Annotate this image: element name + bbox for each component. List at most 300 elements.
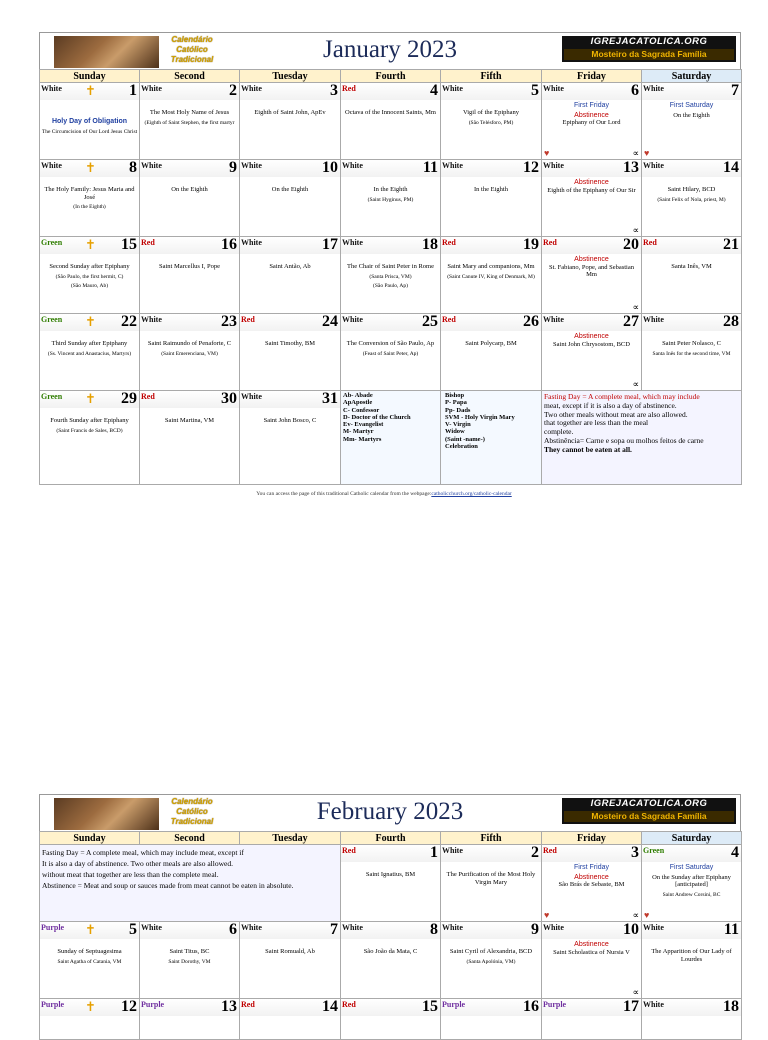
feast-name: St. Fabiano, Pope, and Sebastian Mm: [548, 263, 635, 278]
commemoration: (São Paulo, Ap): [373, 283, 408, 289]
day-cell-body: [140, 100, 239, 126]
abstinence-label: Abstinence: [574, 941, 609, 948]
day-cell-header: [642, 237, 741, 254]
liturgical-color: Red: [442, 315, 456, 324]
liturgical-color: White: [241, 238, 262, 247]
day-cell[interactable]: [240, 922, 341, 999]
feast-name: The Chair of Saint Peter in Rome: [346, 263, 434, 270]
feast-name: Sunday of Septuagesima: [57, 948, 122, 955]
day-number: 9: [531, 921, 539, 938]
day-cell[interactable]: [642, 160, 742, 237]
fasting-line: meat, except if it is also a day of abstinence.: [544, 400, 677, 410]
day-cell-header: [40, 237, 139, 254]
feast-name: Fourth Sunday after Epiphany: [50, 417, 129, 424]
day-cell[interactable]: [140, 83, 240, 160]
day-number: 19: [523, 236, 539, 253]
day-cell-header: [542, 999, 641, 1016]
day-cell-body: [40, 939, 139, 965]
day-cell-header: [240, 922, 340, 939]
day-number: 4: [430, 82, 438, 99]
abstinence-label: Abstinence: [574, 256, 609, 263]
calendar-header: [39, 32, 741, 69]
cross-icon: ✝: [85, 83, 96, 98]
day-cell[interactable]: [341, 922, 441, 999]
day-cell[interactable]: [240, 391, 341, 485]
day-cell-body: [642, 1016, 741, 1018]
liturgical-color: White: [141, 84, 162, 93]
day-number: 26: [523, 313, 539, 330]
week-row: [40, 999, 742, 1040]
day-number: 2: [229, 82, 237, 99]
weekday-header: Sunday: [40, 70, 140, 83]
day-cell[interactable]: [240, 83, 341, 160]
holy-day-label: Holy Day of Obligation: [51, 118, 128, 125]
day-cell-body: [441, 254, 541, 280]
feast-name: The Apparition of Our Lady of Lourdes: [651, 948, 732, 963]
week-row: [40, 160, 742, 237]
liturgical-color: Red: [342, 1000, 356, 1009]
day-cell-body: [642, 331, 741, 357]
legend-list: [341, 391, 440, 444]
day-number: 18: [723, 998, 739, 1015]
day-cell[interactable]: [441, 999, 542, 1040]
weekday-header: Second: [140, 832, 240, 845]
feast-name: Saint Mary and companions, Mm: [447, 263, 535, 270]
day-cell-header: [341, 999, 440, 1016]
commemoration: (Feast of Saint Peter, Ap): [362, 350, 419, 357]
liturgical-color: White: [342, 923, 363, 932]
day-cell-body: [341, 331, 440, 357]
liturgical-color: Green: [41, 238, 63, 247]
day-number: 9: [229, 159, 237, 176]
feast-name: In the Eighth: [373, 186, 408, 193]
legend-item: Widow: [445, 428, 465, 436]
commemoration: The Circumcision of Our Lord Jesus Christ: [41, 128, 138, 135]
liturgical-color: White: [241, 161, 262, 170]
january-calendar: [39, 32, 741, 485]
day-number: 5: [531, 82, 539, 99]
sacred-heart-icon: ♥: [644, 148, 650, 158]
day-cell[interactable]: [341, 160, 441, 237]
day-cell-header: [240, 237, 340, 254]
fish-icon: ∝: [632, 302, 639, 312]
day-number: 3: [631, 844, 639, 861]
liturgical-color: Green: [643, 846, 665, 855]
legend-list: [441, 391, 541, 451]
liturgical-color: White: [543, 84, 564, 93]
day-cell-body: [542, 862, 641, 889]
day-number: 1: [430, 844, 438, 861]
fish-icon: ∝: [632, 225, 639, 235]
liturgical-color: White: [241, 84, 262, 93]
liturgical-color: Purple: [543, 1000, 567, 1009]
brand-banner[interactable]: [562, 36, 736, 62]
liturgical-color: White: [543, 923, 564, 932]
day-cell[interactable]: [240, 160, 341, 237]
day-cell[interactable]: [140, 999, 240, 1040]
liturgical-color: Red: [241, 315, 255, 324]
weekday-header: Friday: [542, 832, 642, 845]
week-row: [40, 391, 742, 485]
day-cell[interactable]: [542, 160, 642, 237]
day-number: 31: [322, 390, 338, 407]
liturgical-color: Red: [342, 84, 356, 93]
january-grid: [39, 69, 742, 485]
day-cell[interactable]: [341, 845, 441, 922]
calendar-logo-text: Calendário Católico Tradicional: [170, 797, 214, 826]
day-cell-body: [140, 254, 239, 271]
day-cell[interactable]: [140, 314, 240, 391]
weekday-header: Fifth: [441, 70, 542, 83]
week-row: [40, 314, 742, 391]
day-cell-header: [140, 237, 239, 254]
liturgical-color: White: [141, 161, 162, 170]
day-cell-body: [40, 254, 139, 290]
commemoration: (Eighth of Saint Stephen, the first martyr: [144, 119, 235, 126]
brand-banner[interactable]: [562, 798, 736, 824]
day-cell-header: [642, 999, 741, 1016]
day-cell-header: [240, 999, 340, 1016]
abstinence-label: Abstinence: [574, 333, 609, 340]
day-cell[interactable]: [441, 314, 542, 391]
cross-icon: ✝: [85, 314, 96, 329]
commemoration: (São Paulo, the first hermit, C): [55, 273, 124, 280]
commemoration: (São Telésforo, PM): [468, 119, 514, 126]
day-cell[interactable]: [441, 83, 542, 160]
day-number: 16: [221, 236, 237, 253]
day-number: 25: [422, 313, 438, 330]
liturgical-color: White: [442, 84, 463, 93]
day-cell[interactable]: [642, 314, 742, 391]
day-cell-body: [642, 177, 741, 203]
day-cell[interactable]: [40, 922, 140, 999]
day-cell[interactable]: [542, 845, 642, 922]
day-cell-body: [441, 939, 541, 965]
day-number: 23: [221, 313, 237, 330]
weekday-header-row: [40, 70, 742, 83]
day-cell-body: [140, 1016, 239, 1018]
liturgical-color: White: [141, 315, 162, 324]
week-row: [40, 922, 742, 999]
day-number: 30: [221, 390, 237, 407]
liturgical-color: White: [442, 846, 463, 855]
day-cell-body: [140, 177, 239, 194]
feast-name: Saint Marcellus I, Pope: [158, 263, 221, 270]
day-cell-body: [441, 331, 541, 348]
day-cell-body: [240, 254, 340, 271]
day-cell[interactable]: [240, 237, 341, 314]
footer-text: You can access the page of this traditional Catholic calendar from the webpage:: [256, 491, 432, 497]
feast-name: The Purification of the Most Holy Virgin Mary: [446, 871, 536, 886]
feast-name: Eighth of the Epiphany of Our Sir: [547, 186, 636, 194]
day-cell[interactable]: [341, 314, 441, 391]
day-number: 14: [322, 998, 338, 1015]
day-cell-body: [240, 408, 340, 425]
day-cell[interactable]: [341, 237, 441, 314]
day-cell[interactable]: [542, 237, 642, 314]
liturgical-color: White: [342, 238, 363, 247]
fish-icon: ∝: [632, 910, 639, 920]
day-number: 6: [229, 921, 237, 938]
liturgical-color: Purple: [141, 1000, 165, 1009]
day-cell[interactable]: [642, 237, 742, 314]
day-cell-body: [542, 331, 641, 348]
day-cell[interactable]: [140, 160, 240, 237]
day-cell[interactable]: [240, 314, 341, 391]
feast-name: Saint Hilary, BCD: [667, 186, 716, 193]
brand-site: IGREJACATOLICA.ORG: [590, 36, 708, 47]
commemoration: Saint Andrew Corsini, BC: [662, 891, 721, 898]
day-cell-header: [40, 160, 139, 177]
day-cell-body: [542, 254, 641, 279]
day-cell[interactable]: [341, 999, 441, 1040]
day-cell-body: [40, 408, 139, 434]
day-cell[interactable]: [40, 237, 140, 314]
legend-col: [343, 392, 411, 443]
day-number: 11: [422, 159, 438, 176]
feast-name: Octava of the Innocent Saints, Mm: [345, 109, 436, 116]
day-number: 11: [723, 921, 739, 938]
day-cell-body: [341, 862, 440, 879]
liturgical-color: Green: [41, 392, 63, 401]
feast-name: The Conversion of São Paulo, Ap: [346, 340, 435, 347]
weekday-header: Fifth: [441, 832, 542, 845]
commemoration: (Saint Emerenciana, VM): [161, 350, 218, 357]
day-cell[interactable]: [40, 999, 140, 1040]
liturgical-color: White: [643, 1000, 664, 1009]
day-number: 3: [330, 82, 338, 99]
day-number: 24: [322, 313, 338, 330]
first-devotion-label: First Friday: [574, 102, 609, 109]
day-number: 17: [322, 236, 338, 253]
feast-name: Saint Timothy, BM: [265, 340, 315, 347]
february-grid: [39, 831, 742, 1040]
liturgical-color: White: [543, 161, 564, 170]
day-cell-body: [140, 939, 239, 965]
liturgical-color: White: [442, 923, 463, 932]
first-devotion-label: First Saturday: [669, 102, 714, 109]
day-cell[interactable]: [441, 845, 542, 922]
day-cell-header: [140, 314, 239, 331]
abbreviation-legend: [341, 391, 441, 485]
liturgical-color: Purple: [41, 1000, 65, 1009]
day-number: 28: [723, 313, 739, 330]
day-cell[interactable]: [642, 999, 742, 1040]
liturgical-color: Purple: [442, 1000, 466, 1009]
feast-name: Saint Titus, BC: [169, 948, 210, 955]
fasting-emphasis: They cannot be eaten at all.: [544, 444, 632, 454]
weekday-header: Sunday: [40, 832, 140, 845]
day-number: 22: [121, 313, 137, 330]
first-devotion-label: First Saturday: [669, 864, 714, 871]
abbreviation-legend-2: [441, 391, 542, 485]
sacred-heart-icon: ♥: [544, 148, 550, 158]
day-cell-body: [341, 177, 440, 203]
legend-item: P- Papa: [445, 399, 467, 407]
day-cell[interactable]: [642, 922, 742, 999]
calendar-link[interactable]: catholicchurch.org/catholic-calendar: [431, 491, 512, 497]
sacred-heart-icon: ♥: [544, 910, 550, 920]
day-cell[interactable]: [642, 83, 742, 160]
fasting-line: complete.: [544, 427, 574, 437]
weekday-header: Second: [140, 70, 240, 83]
day-cell-header: [441, 314, 541, 331]
feast-name: Eighth of Saint John, ApEv: [254, 109, 326, 116]
calendar-header: [39, 794, 741, 831]
commemoration: Saint Agatha of Catania, VM: [57, 958, 122, 965]
day-cell-header: [441, 999, 541, 1016]
commemoration: (Saint Francis de Sales, BCD): [56, 427, 123, 434]
feast-name: Saint Cyril of Alexandria, BCD: [449, 948, 533, 955]
day-number: 10: [623, 921, 639, 938]
day-cell[interactable]: [542, 922, 642, 999]
day-cell-body: [441, 862, 541, 886]
fasting-text: [40, 845, 340, 893]
legend-col: [445, 392, 539, 450]
day-cell-header: [240, 83, 340, 100]
legend-item: (Saint -name-): [445, 435, 485, 443]
day-cell-header: [441, 83, 541, 100]
day-number: 15: [422, 998, 438, 1015]
brand-site: IGREJACATOLICA.ORG: [590, 798, 708, 809]
day-cell-body: [240, 331, 340, 348]
day-cell-body: [642, 862, 741, 898]
day-number: 2: [531, 844, 539, 861]
feast-name: The Holy Family: Jesus Maria and José: [44, 186, 135, 201]
week-row: [40, 83, 742, 160]
day-cell-body: [40, 1016, 139, 1018]
day-cell-header: [40, 999, 139, 1016]
day-cell[interactable]: [140, 391, 240, 485]
commemoration: (Saint Canute IV, King of Denmark, M): [447, 273, 535, 280]
day-cell-body: [341, 1016, 440, 1018]
day-number: 10: [322, 159, 338, 176]
fish-icon: ∝: [632, 987, 639, 997]
feast-name: Second Sunday after Epiphany: [49, 263, 130, 270]
day-cell-header: [441, 845, 541, 862]
day-cell[interactable]: [642, 845, 742, 922]
liturgical-color: White: [643, 923, 664, 932]
commemoration: (Saint Hyginus, PM): [367, 196, 414, 203]
day-cell[interactable]: [40, 314, 140, 391]
liturgical-color: White: [241, 392, 262, 401]
day-cell-header: [240, 160, 340, 177]
liturgical-color: Red: [241, 1000, 255, 1009]
day-number: 5: [129, 921, 137, 938]
legend-item: Pp- Dads: [445, 406, 471, 414]
feast-name: Saint Martina, VM: [164, 417, 215, 424]
liturgical-color: White: [643, 84, 664, 93]
day-cell-body: [341, 100, 440, 117]
footer-note: [0, 491, 768, 497]
feast-name: Santa Inês, VM: [671, 263, 712, 270]
day-cell[interactable]: [542, 314, 642, 391]
day-cell[interactable]: [441, 237, 542, 314]
day-cell-body: [642, 254, 741, 271]
day-cell-header: [341, 922, 440, 939]
fasting-line: without meat that together are less than the complete meal.: [42, 870, 219, 879]
day-cell-header: [140, 391, 239, 408]
day-cell[interactable]: [240, 999, 341, 1040]
day-cell[interactable]: [441, 922, 542, 999]
day-cell[interactable]: [140, 922, 240, 999]
day-number: 8: [430, 921, 438, 938]
liturgical-color: White: [342, 315, 363, 324]
day-cell-body: [542, 177, 641, 194]
calendar-logo-text: Calendário Católico Tradicional: [170, 35, 214, 64]
day-cell[interactable]: [40, 83, 140, 160]
fasting-line: Abstinence = Meat and soup or sauces made from meat cannot be eaten in absolute.: [42, 881, 294, 890]
fasting-title: Fasting Day = A complete meal, which may include: [544, 392, 700, 401]
day-cell-header: [341, 845, 440, 862]
liturgical-color: White: [643, 161, 664, 170]
commemoration: (Saint Felix of Nola, priest, M): [657, 196, 726, 203]
commemoration: (Santa Apolónia, VM): [466, 958, 516, 965]
fasting-rules: [40, 845, 341, 922]
commemoration: (Santa Prisca, VM): [369, 273, 412, 280]
liturgical-color: Purple: [41, 923, 65, 932]
day-cell-body: [642, 100, 741, 119]
weekday-header: Saturday: [642, 832, 742, 845]
day-cell-header: [40, 83, 139, 100]
day-cell[interactable]: [542, 83, 642, 160]
day-cell-body: [140, 408, 239, 425]
cross-icon: ✝: [85, 999, 96, 1014]
liturgical-color: Red: [643, 238, 657, 247]
day-cell[interactable]: [341, 83, 441, 160]
feast-name: The Most Holy Name of Jesus: [149, 109, 230, 116]
day-cell[interactable]: [140, 237, 240, 314]
liturgical-color: White: [543, 315, 564, 324]
day-cell-body: [140, 331, 239, 357]
fish-icon: ∝: [632, 148, 639, 158]
day-cell-body: [240, 177, 340, 194]
fasting-line: Two other meals without meat are also allowed.: [544, 409, 688, 419]
legend-item: V- Virgin: [445, 421, 471, 429]
day-cell-header: [542, 237, 641, 254]
day-cell-body: [40, 331, 139, 357]
day-cell-header: [642, 83, 741, 100]
fasting-line: Abstinência= Carne e sopa ou molhos feitos de carne: [544, 435, 704, 445]
feast-name: On the Eighth: [673, 111, 710, 119]
cross-icon: ✝: [85, 160, 96, 175]
day-cell-header: [542, 83, 641, 100]
day-number: 8: [129, 159, 137, 176]
legend-item: Mm- Martyrs: [343, 435, 382, 443]
day-cell[interactable]: [441, 160, 542, 237]
legend-item: Ab- Abade: [343, 392, 373, 399]
day-number: 13: [221, 998, 237, 1015]
fasting-line: Fasting Day = A complete meal, which may include meat, except if: [42, 848, 244, 857]
legend-item: ApApostle: [343, 399, 373, 407]
commemoration: (São Mauro, Ab): [70, 283, 109, 289]
day-cell-header: [341, 83, 440, 100]
day-cell[interactable]: [40, 160, 140, 237]
commemoration: (Ss. Vincent and Anastacius, Martyrs): [47, 350, 132, 357]
day-number: 4: [731, 844, 739, 861]
feast-name: On the Eighth: [171, 186, 208, 193]
day-cell-body: [542, 1016, 641, 1018]
day-cell[interactable]: [542, 999, 642, 1040]
feast-name: São João da Mata, C: [363, 948, 418, 955]
legend-item: Celebration: [445, 443, 478, 451]
liturgical-color: Red: [141, 238, 155, 247]
feast-name: Saint Ignatius, BM: [365, 871, 416, 878]
day-cell[interactable]: [40, 391, 140, 485]
day-number: 7: [731, 82, 739, 99]
weekday-header: Tuesday: [240, 70, 341, 83]
feast-name: Saint Polycarp, BM: [465, 340, 517, 347]
